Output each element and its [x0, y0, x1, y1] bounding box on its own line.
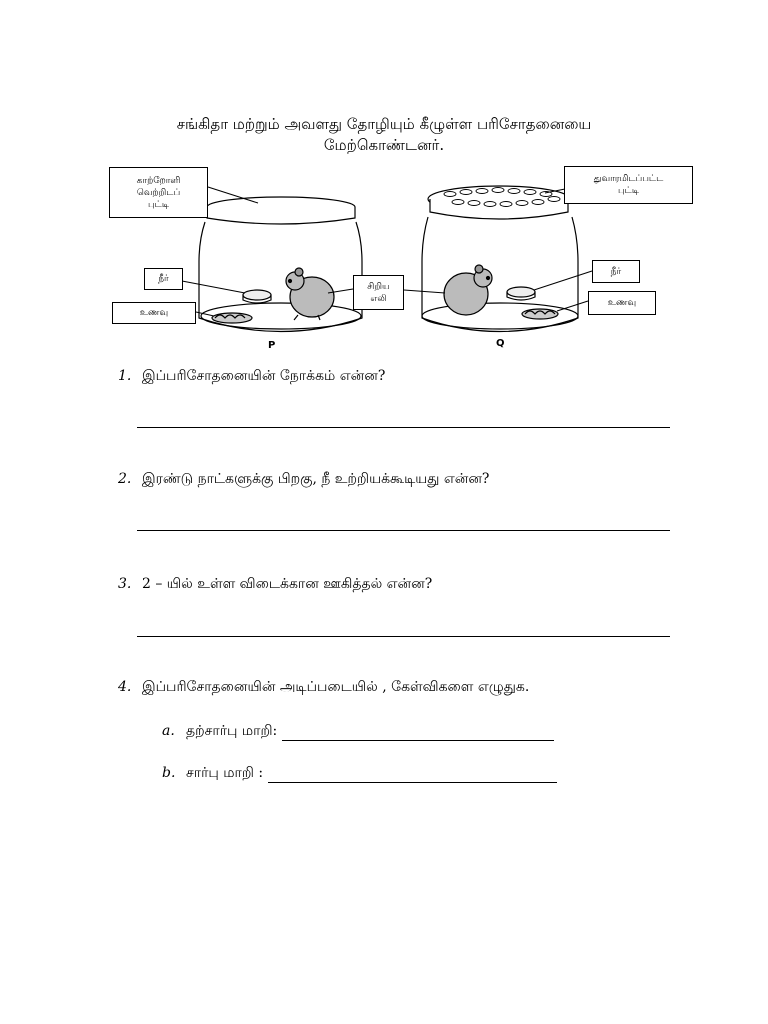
question-4: [118, 679, 529, 697]
water-dish-icon: [243, 290, 271, 300]
label-text: புட்டி: [147, 199, 170, 210]
label-food-p: உணவு: [112, 302, 196, 324]
label-text: எலி: [370, 293, 387, 304]
mouse-icon: [444, 265, 492, 315]
label-text: புட்டி: [617, 186, 640, 196]
label-text: சிறிய: [367, 281, 390, 292]
label-water-q: நீர்: [592, 260, 640, 283]
label-food-q: உணவு: [588, 291, 656, 315]
jar-p: [199, 197, 362, 332]
label-text: வெற்றிடப்: [136, 187, 181, 198]
sub-question-text: சார்பு மாறி :: [186, 765, 264, 781]
sub-question-letter: a.: [162, 723, 175, 739]
sub-question-a: [162, 723, 554, 741]
label-small-mouse: [353, 275, 404, 310]
mouse-icon: [286, 268, 334, 320]
jar-q: [422, 186, 578, 332]
sub-question-b: [162, 765, 557, 783]
question-text: இப்பரிசோதனையின் அடிப்படையில் , கேள்விகளை எழுதுக.: [142, 679, 530, 695]
question-number: 4.: [118, 679, 132, 695]
answer-blank-b[interactable]: [268, 768, 557, 783]
food-icon: [212, 313, 252, 323]
question-number: 2.: [118, 471, 132, 487]
label-airtight-lid: [109, 167, 208, 218]
water-dish-icon: [507, 287, 535, 297]
question-number: 1.: [118, 368, 132, 384]
jar-p-label: P: [268, 340, 276, 351]
answer-line-1[interactable]: [137, 427, 670, 428]
label-water-p: நீர்: [144, 268, 183, 290]
label-text: காற்றோளி: [136, 175, 181, 186]
question-number: 3.: [118, 576, 132, 592]
title-line-2: மேற்கொண்டனர்.: [323, 136, 445, 154]
food-icon: [522, 309, 558, 319]
sub-question-letter: b.: [162, 765, 176, 781]
question-2: [118, 471, 489, 489]
answer-line-2[interactable]: [137, 530, 670, 531]
label-text: துவாரமிடப்பட்ட: [593, 174, 664, 184]
question-1: [118, 368, 385, 386]
label-holed-lid: [564, 166, 693, 204]
question-text: 2 – யில் உள்ள விடைக்கான ஊகித்தல் என்ன?: [142, 576, 433, 592]
answer-blank-a[interactable]: [282, 726, 554, 741]
title-line-1: சங்கிதா மற்றும் அவளது தோழியும் கீழுள்ள பரிசோதனையை: [176, 115, 592, 133]
jar-q-label: Q: [496, 338, 505, 349]
answer-line-3[interactable]: [137, 636, 670, 637]
question-3: [118, 576, 432, 594]
question-text: இப்பரிசோதனையின் நோக்கம் என்ன?: [142, 368, 386, 384]
sub-question-text: தற்சார்பு மாறி:: [186, 723, 278, 739]
question-text: இரண்டு நாட்களுக்கு பிறகு, நீ உற்றியக்கூடியது என்ன?: [142, 471, 490, 487]
